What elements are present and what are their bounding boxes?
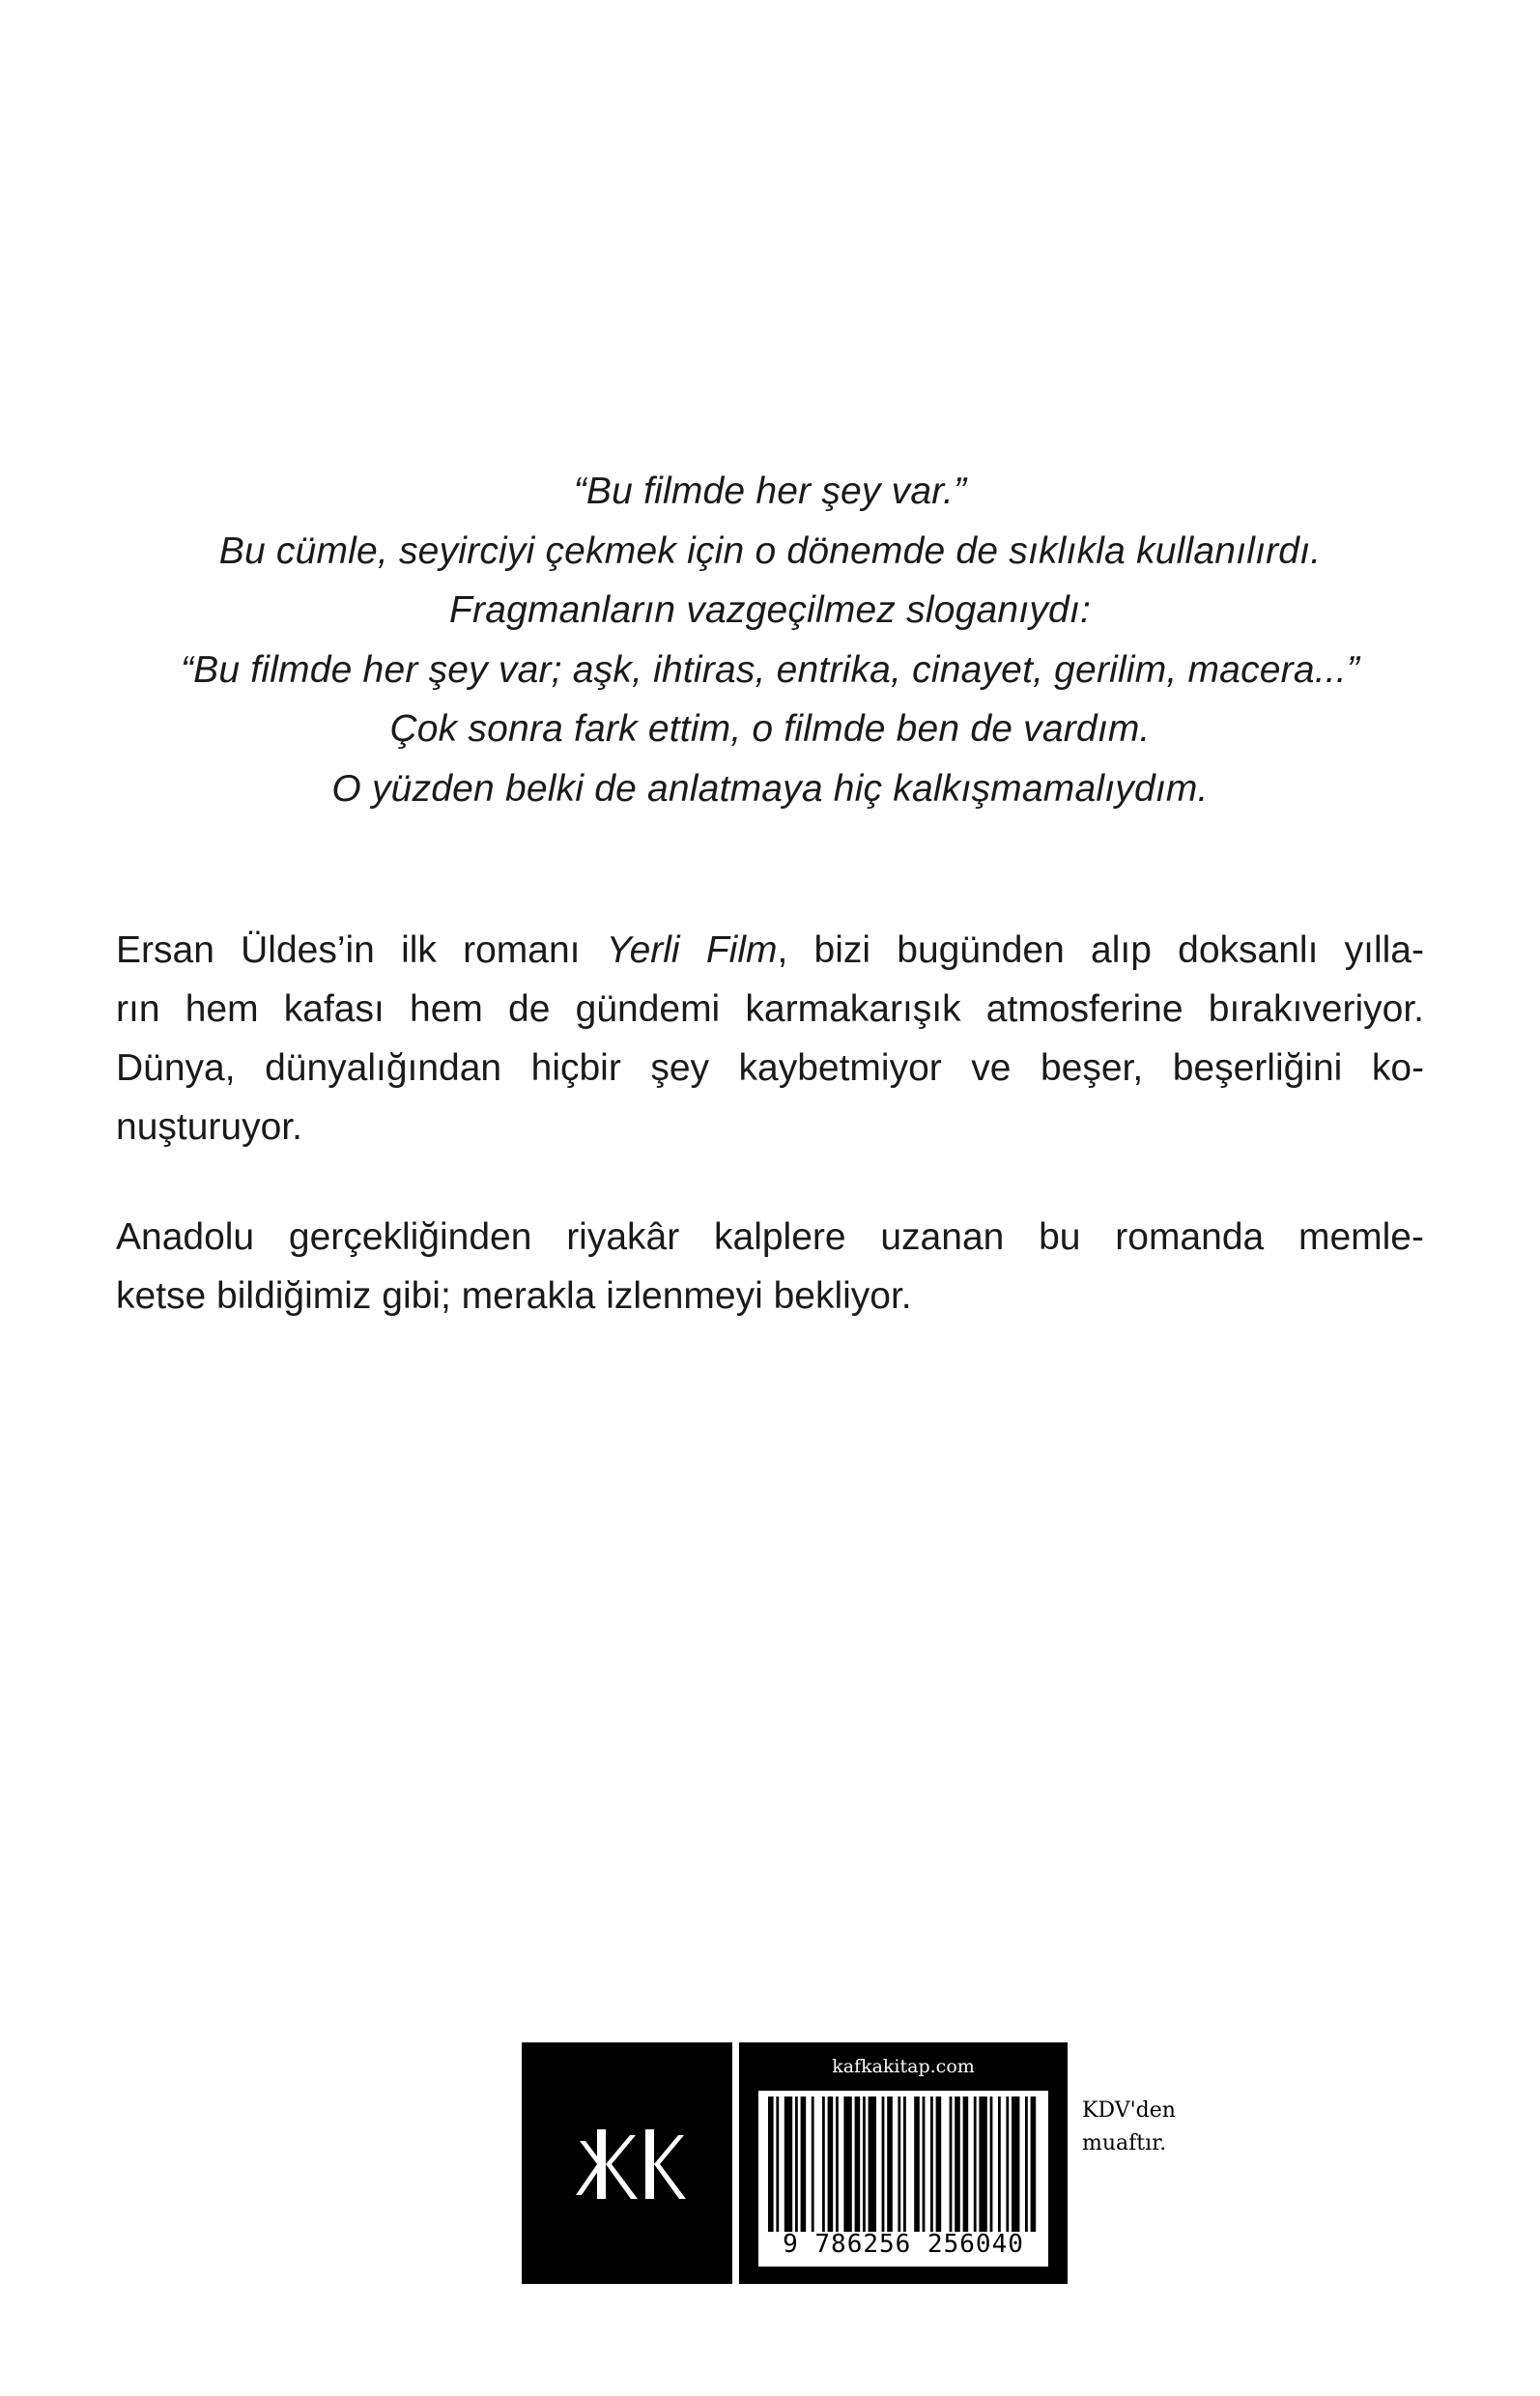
barcode-bar [923, 2096, 926, 2232]
barcode-panel [758, 2091, 1048, 2267]
barcode-bar [882, 2096, 885, 2232]
isbn-number: 9 786256 256040 [783, 2230, 1024, 2259]
barcode-bar [963, 2096, 969, 2232]
barcode-bar [863, 2096, 866, 2232]
barcode-bar [828, 2096, 834, 2232]
barcode-bar [822, 2096, 825, 2232]
barcode-bar [801, 2096, 807, 2232]
tax-note-line-2: muaftır. [1082, 2131, 1167, 2155]
blurb-p1-line-4: nuşturuyor. [116, 1106, 302, 1148]
barcode-bar [914, 2096, 920, 2232]
barcode-bar [998, 2096, 1001, 2232]
barcode-bar [898, 2096, 900, 2232]
book-title: Yerli Film [606, 929, 778, 971]
quote-line-4: “Bu filmde her şey var; aşk, ihtiras, entrika, cinayet, gerilim, macera...” [180, 648, 1360, 691]
tax-exempt-note [1082, 2095, 1217, 2160]
quote-line-6: O yüzden belki de anlatmaya hiç kalkışmamalıydım. [331, 767, 1209, 810]
quote-line-5: Çok sonra fark ettim, o filmde ben de vardım. [389, 708, 1151, 750]
barcode-bar [1006, 2096, 1009, 2232]
blurb-text: , bizi bugünden alıp doksanlı yılla- [777, 929, 1424, 971]
blurb-text: Ersan Üldes’in ilk romanı [116, 929, 607, 971]
barcode-bar [843, 2096, 851, 2232]
blurb-paragraph-1 [116, 921, 1424, 1156]
barcode-bar [869, 2096, 876, 2232]
barcode-bar [795, 2096, 798, 2232]
barcode-bar [930, 2096, 933, 2232]
tax-note-line-1: KDV'den [1082, 2098, 1176, 2123]
barcode-bar [836, 2096, 839, 2232]
blurb-p1-line-1 [116, 921, 1424, 980]
epigraph-quote [0, 462, 1540, 818]
publisher-logo [522, 2042, 732, 2284]
quote-line-1: “Bu filmde her şey var.” [573, 471, 967, 512]
barcode-bar [768, 2096, 774, 2232]
barcode-bar [979, 2096, 986, 2232]
barcode-bar [855, 2096, 861, 2232]
barcode-bar [776, 2096, 779, 2232]
barcode-bar [974, 2096, 977, 2232]
barcode-bar [1012, 2096, 1019, 2232]
blurb-p2-line-1: Anadolu gerçekliğinden riyakâr kalplere uzanan bu romanda memle- [116, 1216, 1424, 1258]
barcode-bar [784, 2096, 792, 2232]
quote-line-2: Bu cümle, seyirciyi çekmek için o dönemde de sıklıkla kullanılırdı. [218, 529, 1322, 572]
barcode-bar [955, 2096, 960, 2232]
kafka-kk-logo-icon [522, 2042, 732, 2284]
barcode-bar [936, 2096, 942, 2232]
barcode-bar [950, 2096, 953, 2232]
barcode-icon [768, 2096, 1039, 2232]
barcode-bar [903, 2096, 906, 2232]
blurb-p2-line-2: ketse bildiğimiz gibi; merakla izlenmeyi bekliyor. [116, 1275, 912, 1317]
blurb-p1-line-2: rın hem kafası hem de gündemi karmakarışık atmosferine bırakıveriyor. [116, 988, 1424, 1030]
barcode-bar [1025, 2096, 1028, 2232]
blurb-p1-line-3: Dünya, dünyalığından hiçbir şey kaybetmiyor ve beşer, beşerliğini ko- [116, 1047, 1424, 1089]
barcode-bar [812, 2096, 814, 2232]
barcode-bar [887, 2096, 893, 2232]
barcode-bar [1031, 2096, 1037, 2232]
barcode-block [739, 2042, 1068, 2284]
quote-line-3: Fragmanların vazgeçilmez sloganıydı: [449, 589, 1091, 631]
blurb-paragraph-2 [116, 1208, 1424, 1326]
publisher-website: kafkakitap.com [832, 2056, 975, 2077]
barcode-bar [990, 2096, 993, 2232]
